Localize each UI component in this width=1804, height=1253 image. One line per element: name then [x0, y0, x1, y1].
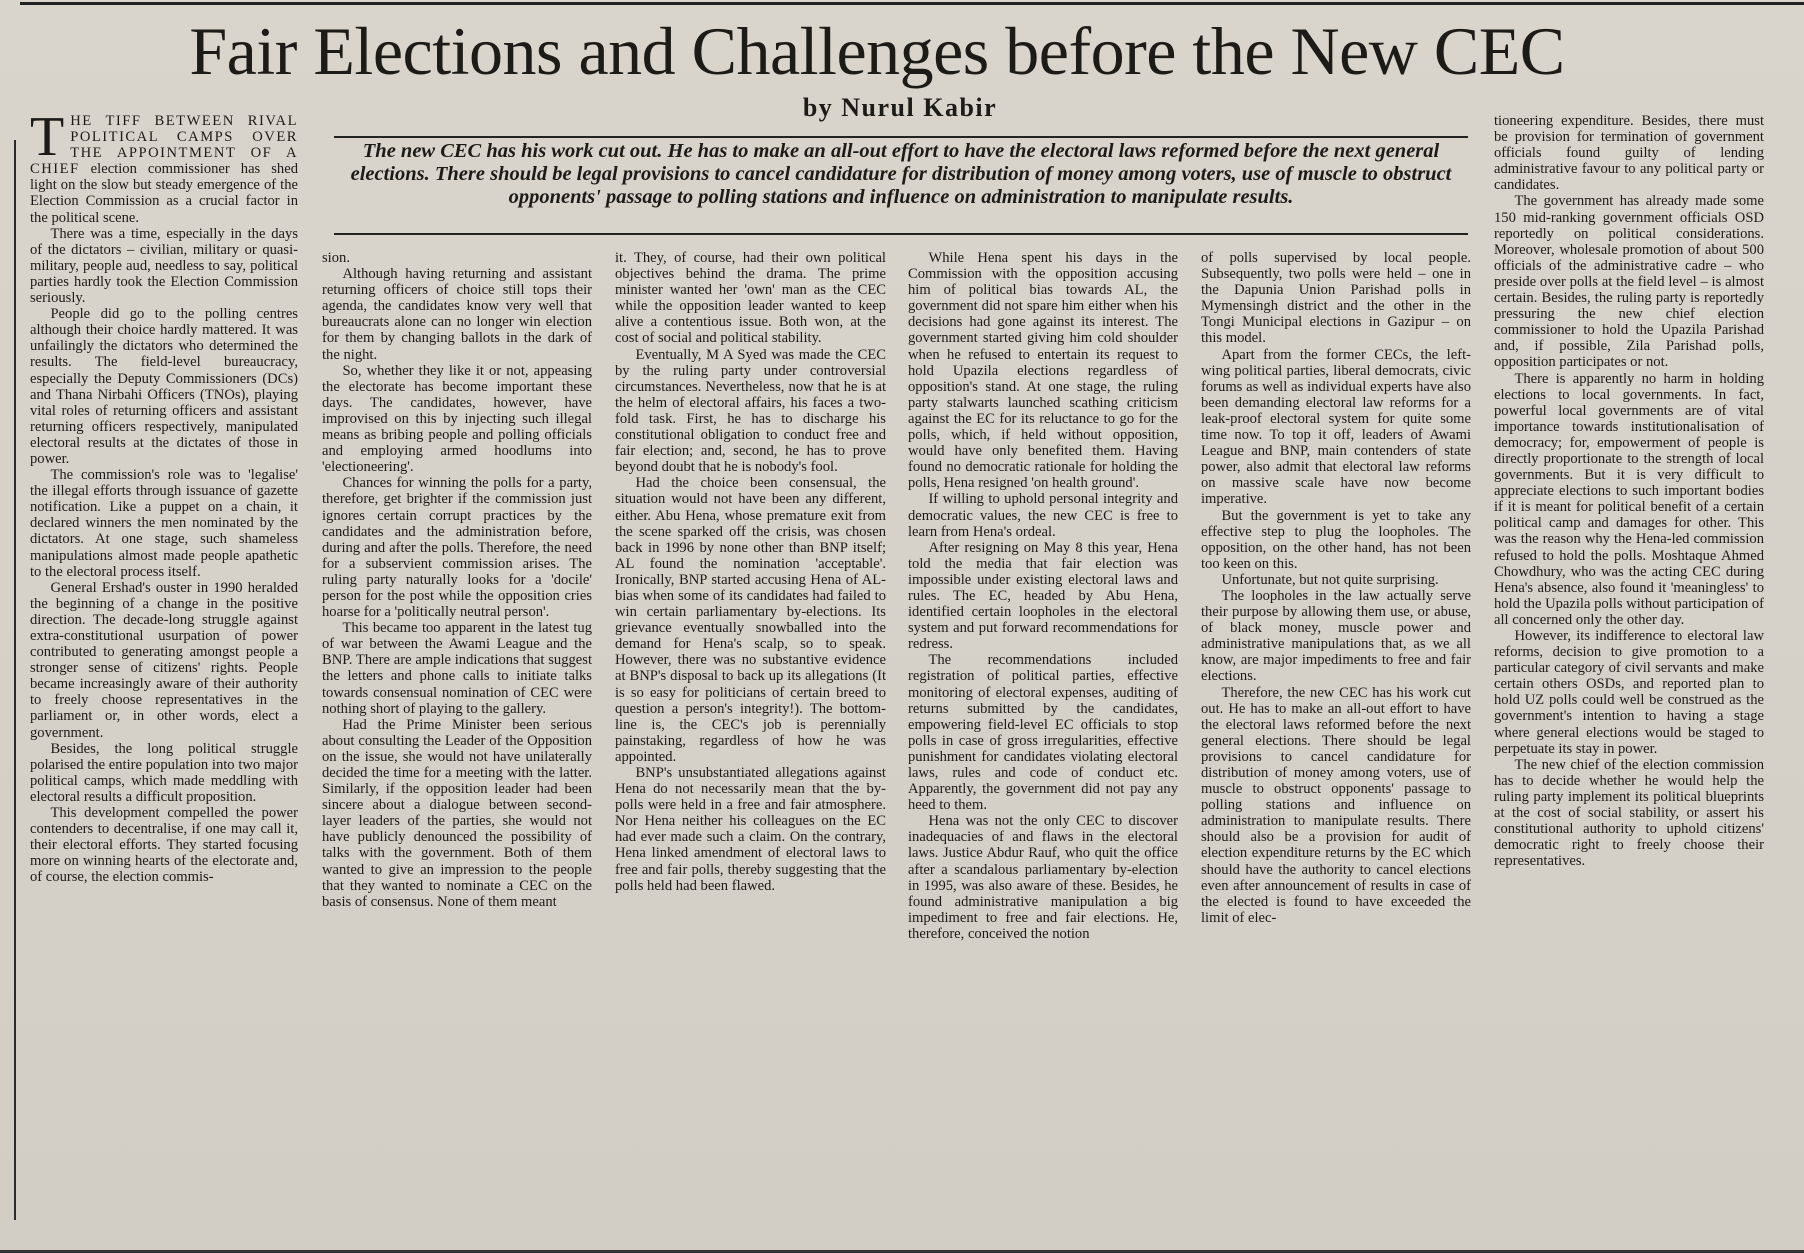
- paragraph: The government has already made some 150 mid-ranking government officials OSD reportedly on political considerations. Moreover, wholesale promotion of about 500 officials of the administrative cadre – who preside over polls at the field level – is almost certain. Besides, the ruling party is reportedly pressuring the new chief election commissioner to hold the Upazila Parishad and, if possible, Zila Parishad polls, opposition participates or not.: [1494, 193, 1764, 371]
- deck-top-rule: [334, 136, 1468, 138]
- paragraph: Apart from the former CECs, the left-wing political parties, liberal democrats, civic forums as well as individual experts have also been demanding electoral law reforms for a leak-proof electoral system for quite some time now. To top it off, leaders of Awami League and BNP, main contenders of state power, also admit that electoral law reforms on massive scale have now become imperative.: [1201, 346, 1471, 508]
- paragraph: There is apparently no harm in holding elections to local governments. In fact, powerful local governments are of vital importance towards institutionalisation of democracy; for, empowerment of people is directly proportionate to the strength of local governments. But it is very difficult to appreciate elections to such important bodies if it is meant for political benefit of a certain political camp and damages for other. This was the reason why the Hena-led commission refused to hold the polls. Moshtaque Ahmed Chowdhury, who was the acting CEC during Hena's absence, also found it 'meaningless' to hold the Upazila polls without participation of all concerned only the other day.: [1494, 370, 1764, 628]
- paragraph: Besides, the long political struggle polarised the entire population into two major political camps, which made meddling with electoral results a difficult proposition.: [30, 740, 298, 805]
- paragraph: The recommendations included registration of political parties, effective monitoring of electoral expenses, auditing of returns submitted by the candidates, empowering field-level EC officials to stop polls in case of gross irregularities, effective punishment for candidates violating electoral laws, rules and code of conduct etc. Apparently, the government did not pay any heed to them.: [908, 652, 1178, 814]
- article-column-4: [908, 250, 1178, 1221]
- paragraph: it. They, of course, had their own political objectives behind the drama. The prime minister wanted her 'own' man as the CEC while the opposition leader wanted to keep alive a contentious issue. Both won, at the cost of social and political stability.: [615, 250, 886, 347]
- headline: Fair Elections and Challenges before the New CEC: [189, 13, 1565, 89]
- paragraph: There was a time, especially in the days of the dictators – civilian, military or quasi-military, people aud, needless to say, political parties hardly took the Election Commission seriously.: [30, 225, 298, 307]
- paragraph: If willing to uphold personal integrity and democratic values, the new CEC is free to learn from Hena's ordeal.: [908, 491, 1178, 540]
- paragraph: Unfortunate, but not quite surprising.: [1221, 571, 1439, 588]
- paragraph: After resigning on May 8 this year, Hena told the media that fair election was impossible under existing electoral laws and rules. The EC, headed by Abu Hena, identified certain loopholes in the electoral system and put forward recommendations for redress.: [908, 539, 1178, 653]
- lead-in: HE TIFF BETWEEN RIVAL POLITICAL CAMPS OVER THE APPOINTMENT OF A CHIEF: [30, 113, 298, 178]
- paragraph: This development compelled the power contenders to decentralise, if one may call it, their electoral efforts. They started focusing more on winning hearts of the electorate and, of course, the election commis-: [30, 805, 298, 886]
- top-rule: [20, 2, 1804, 5]
- paragraph: tioneering expenditure. Besides, there must be provision for termination of government officials found guilty of lending administrative favour to any political party or candidates.: [1494, 113, 1764, 194]
- paragraph: General Ershad's ouster in 1990 heralded the beginning of a change in the positive direction. The decade-long struggle against extra-constitutional usurpation of power contributed to generating amongst people a stronger sense of citizens' rights. People became increasingly aware of their authority to freely choose representatives in the parliament or, in other words, elect a government.: [30, 579, 298, 741]
- paragraph: BNP's unsubstantiated allegations against Hena do not necessarily mean that the by-polls were held in a free and fair atmosphere. Nor Hena neither his colleagues on the EC had ever made such a claim. On the contrary, Hena linked amendment of electoral laws to free and fair polls, thereby suggesting that the polls held had been flawed.: [615, 765, 886, 894]
- paragraph: While Hena spent his days in the Commission with the opposition accusing him of political bias towards AL, the government did not spare him either when his decisions had gone against its interest. The government started giving him cold shoulder when he refused to entertain its request to hold Upazila elections regardless of opposition's stand. At one stage, the ruling party stalwarts launched scathing criticism against the EC for its reluctance to go for the polls, which, if held without opposition, would have only benefited them. Having found no democratic rationale for holding the polls, Hena resigned 'on health ground'.: [908, 250, 1178, 492]
- deck-summary: The new CEC has his work cut out. He has to make an all-out effort to have the electoral laws reformed before the next general elections. There should be legal provisions to cancel candidature for distribution of money among voters, use of muscle to obstruct opponents' passage to polling stations and influence on administration to manipulate results.: [350, 140, 1452, 208]
- paragraph: sion.: [322, 250, 350, 266]
- paragraph: But the government is yet to take any effective step to plug the loopholes. The opposition, on the other hand, has not been too keen on this.: [1201, 507, 1471, 572]
- paragraph: Therefore, the new CEC has his work cut out. He has to make an all-out effort to have the electoral laws reformed before the next general elections. There should be legal provisions to cancel candidature for distribution of money among voters, use of muscle to obstruct opponents' passage to polling stations and influence on administration to manipulate results. There should also be a provision for audit of election expenditure returns by the EC which should have the authority to cancel elections even after announcement of results in case of the elected is found to have exceeded the limit of elec-: [1201, 684, 1471, 926]
- article-column-6: [1494, 113, 1764, 1221]
- paragraph: Eventually, M A Syed was made the CEC by the ruling party under controversial circumstances. Nevertheless, now that he is at the helm of electoral affairs, his faces a two-fold task. First, he has to discharge his constitutional obligation to conduct free and fair election; and, second, he has to prove beyond doubt that he is nobody's fool.: [615, 346, 886, 476]
- paragraph: The new chief of the election commission has to decide whether he would help the ruling party implement its political blueprints at the cost of social stability, or assert his constitutional authority to uphold citizens' democratic right to freely choose their representatives.: [1494, 756, 1764, 870]
- deck-bottom-rule: [334, 233, 1468, 235]
- paragraph: Had the Prime Minister been serious about consulting the Leader of the Opposition on the issue, she would not have unilaterally decided the time for a meeting with the latter. Similarly, if the opposition leader had been sincere about a dialogue between second-layer leaders of the parties, she would not have publicly denounced the possibility of talks with the government. Both of them wanted to give an impression to the people that they wanted to nominate a CEC on the basis of consensus. None of them meant: [322, 716, 592, 910]
- paragraph: THE TIFF BETWEEN RIVAL POLITICAL CAMPS OVER THE APPOINTMENT OF A CHIEF election commissioner has shed light on the slow but steady emergence of the Election Commission as a crucial factor in the political scene.: [30, 113, 298, 226]
- paragraph: of polls supervised by local people. Subsequently, two polls were held – one in the Dapunia Union Parishad polls in Mymensingh district and the other in the Tongi Municipal elections in Gazipur – on this model.: [1201, 250, 1471, 347]
- article-column-2: [322, 250, 592, 1221]
- article-column-5: [1201, 250, 1471, 1221]
- paragraph: The loopholes in the law actually serve their purpose by allowing them use, or abuse, of black money, muscle power and administrative manipulations that, as we all know, are major impediments to free and fair elections.: [1201, 587, 1471, 685]
- article-column-1: [30, 113, 298, 1221]
- paragraph: Had the choice been consensual, the situation would not have been any different, either. Abu Hena, whose premature exit from the scene sparked off the crisis, was chosen back in 1996 by none other than BNP itself; AL found the nomination 'acceptable'. Ironically, BNP started accusing Hena of AL-bias when some of its candidates had failed to win certain parliamentary by-elections. Its grievance eventually snowballed into the demand for Hena's scalp, so to speak. However, there was no substantive evidence at BNP's disposal to back up its allegations (It is so easy for politicians of certain breed to question a person's integrity!). The bottom-line is, the CEC's job is perennially painstaking, regardless of how he was appointed.: [615, 475, 886, 765]
- paragraph: The commission's role was to 'legalise' the illegal efforts through issuance of gazette notification. Like a puppet on a chain, it declared winners the men nominated by the dictators. At one stage, such shameless manipulations almost made people apathetic to the electoral process itself.: [30, 467, 298, 580]
- byline: by Nurul Kabir: [802, 93, 998, 122]
- drop-cap: T: [30, 113, 65, 168]
- paragraph: This became too apparent in the latest tug of war between the Awami League and the BNP. There are ample indications that suggest the letters and phone calls to initiate talks towards consensual nomination of CEC were nothing short of playing to the gallery.: [322, 620, 592, 717]
- paragraph: Hena was not the only CEC to discover inadequacies of and flaws in the electoral laws. Justice Abdur Rauf, who quit the office after a scandalous parliamentary by-election in 1995, was also aware of these. Besides, he found administrative manipulation a big impediment to free and fair elections. He, therefore, conceived the notion: [908, 813, 1178, 942]
- paragraph: However, its indifference to electoral law reforms, decision to give promotion to a particular category of civil servants and make certain others OSDs, and reported plan to hold UZ polls could well be construed as the government's intention to having a stage where general elections would be staged to perpetuate its stay in power.: [1494, 628, 1764, 757]
- paragraph: People did go to the polling centres although their choice hardly mattered. It was unfailingly the dictators who determined the results. The field-level bureaucracy, especially the Deputy Commissioners (DCs) and Thana Nirbahi Officers (TNOs), playing vital roles of returning officers and assistant returning officers respectively, manipulated electoral results at the dictates of those in power.: [30, 306, 298, 467]
- article-column-3: [615, 250, 886, 1221]
- paragraph: Chances for winning the polls for a party, therefore, get brighter if the commission just ignores certain corrupt practices by the candidates and the administration before, during and after the polls. Therefore, the need for a subservient commission arises. The ruling party naturally looks for a 'docile' person for the post while the opposition cries hoarse for a 'politically neutral person'.: [322, 475, 592, 621]
- left-margin-rule: [14, 140, 16, 1220]
- paragraph: So, whether they like it or not, appeasing the electorate has become important these days. The candidates, however, have improvised on this by injecting such illegal means as bribing people and polling officials and employing armed hoodlums into 'electioneering'.: [322, 362, 592, 476]
- paragraph: Although having returning and assistant returning officers of choice still tops their agenda, the candidates know very well that bureaucrats alone can no longer win election for them by changing ballots in the dark of the night.: [322, 266, 592, 363]
